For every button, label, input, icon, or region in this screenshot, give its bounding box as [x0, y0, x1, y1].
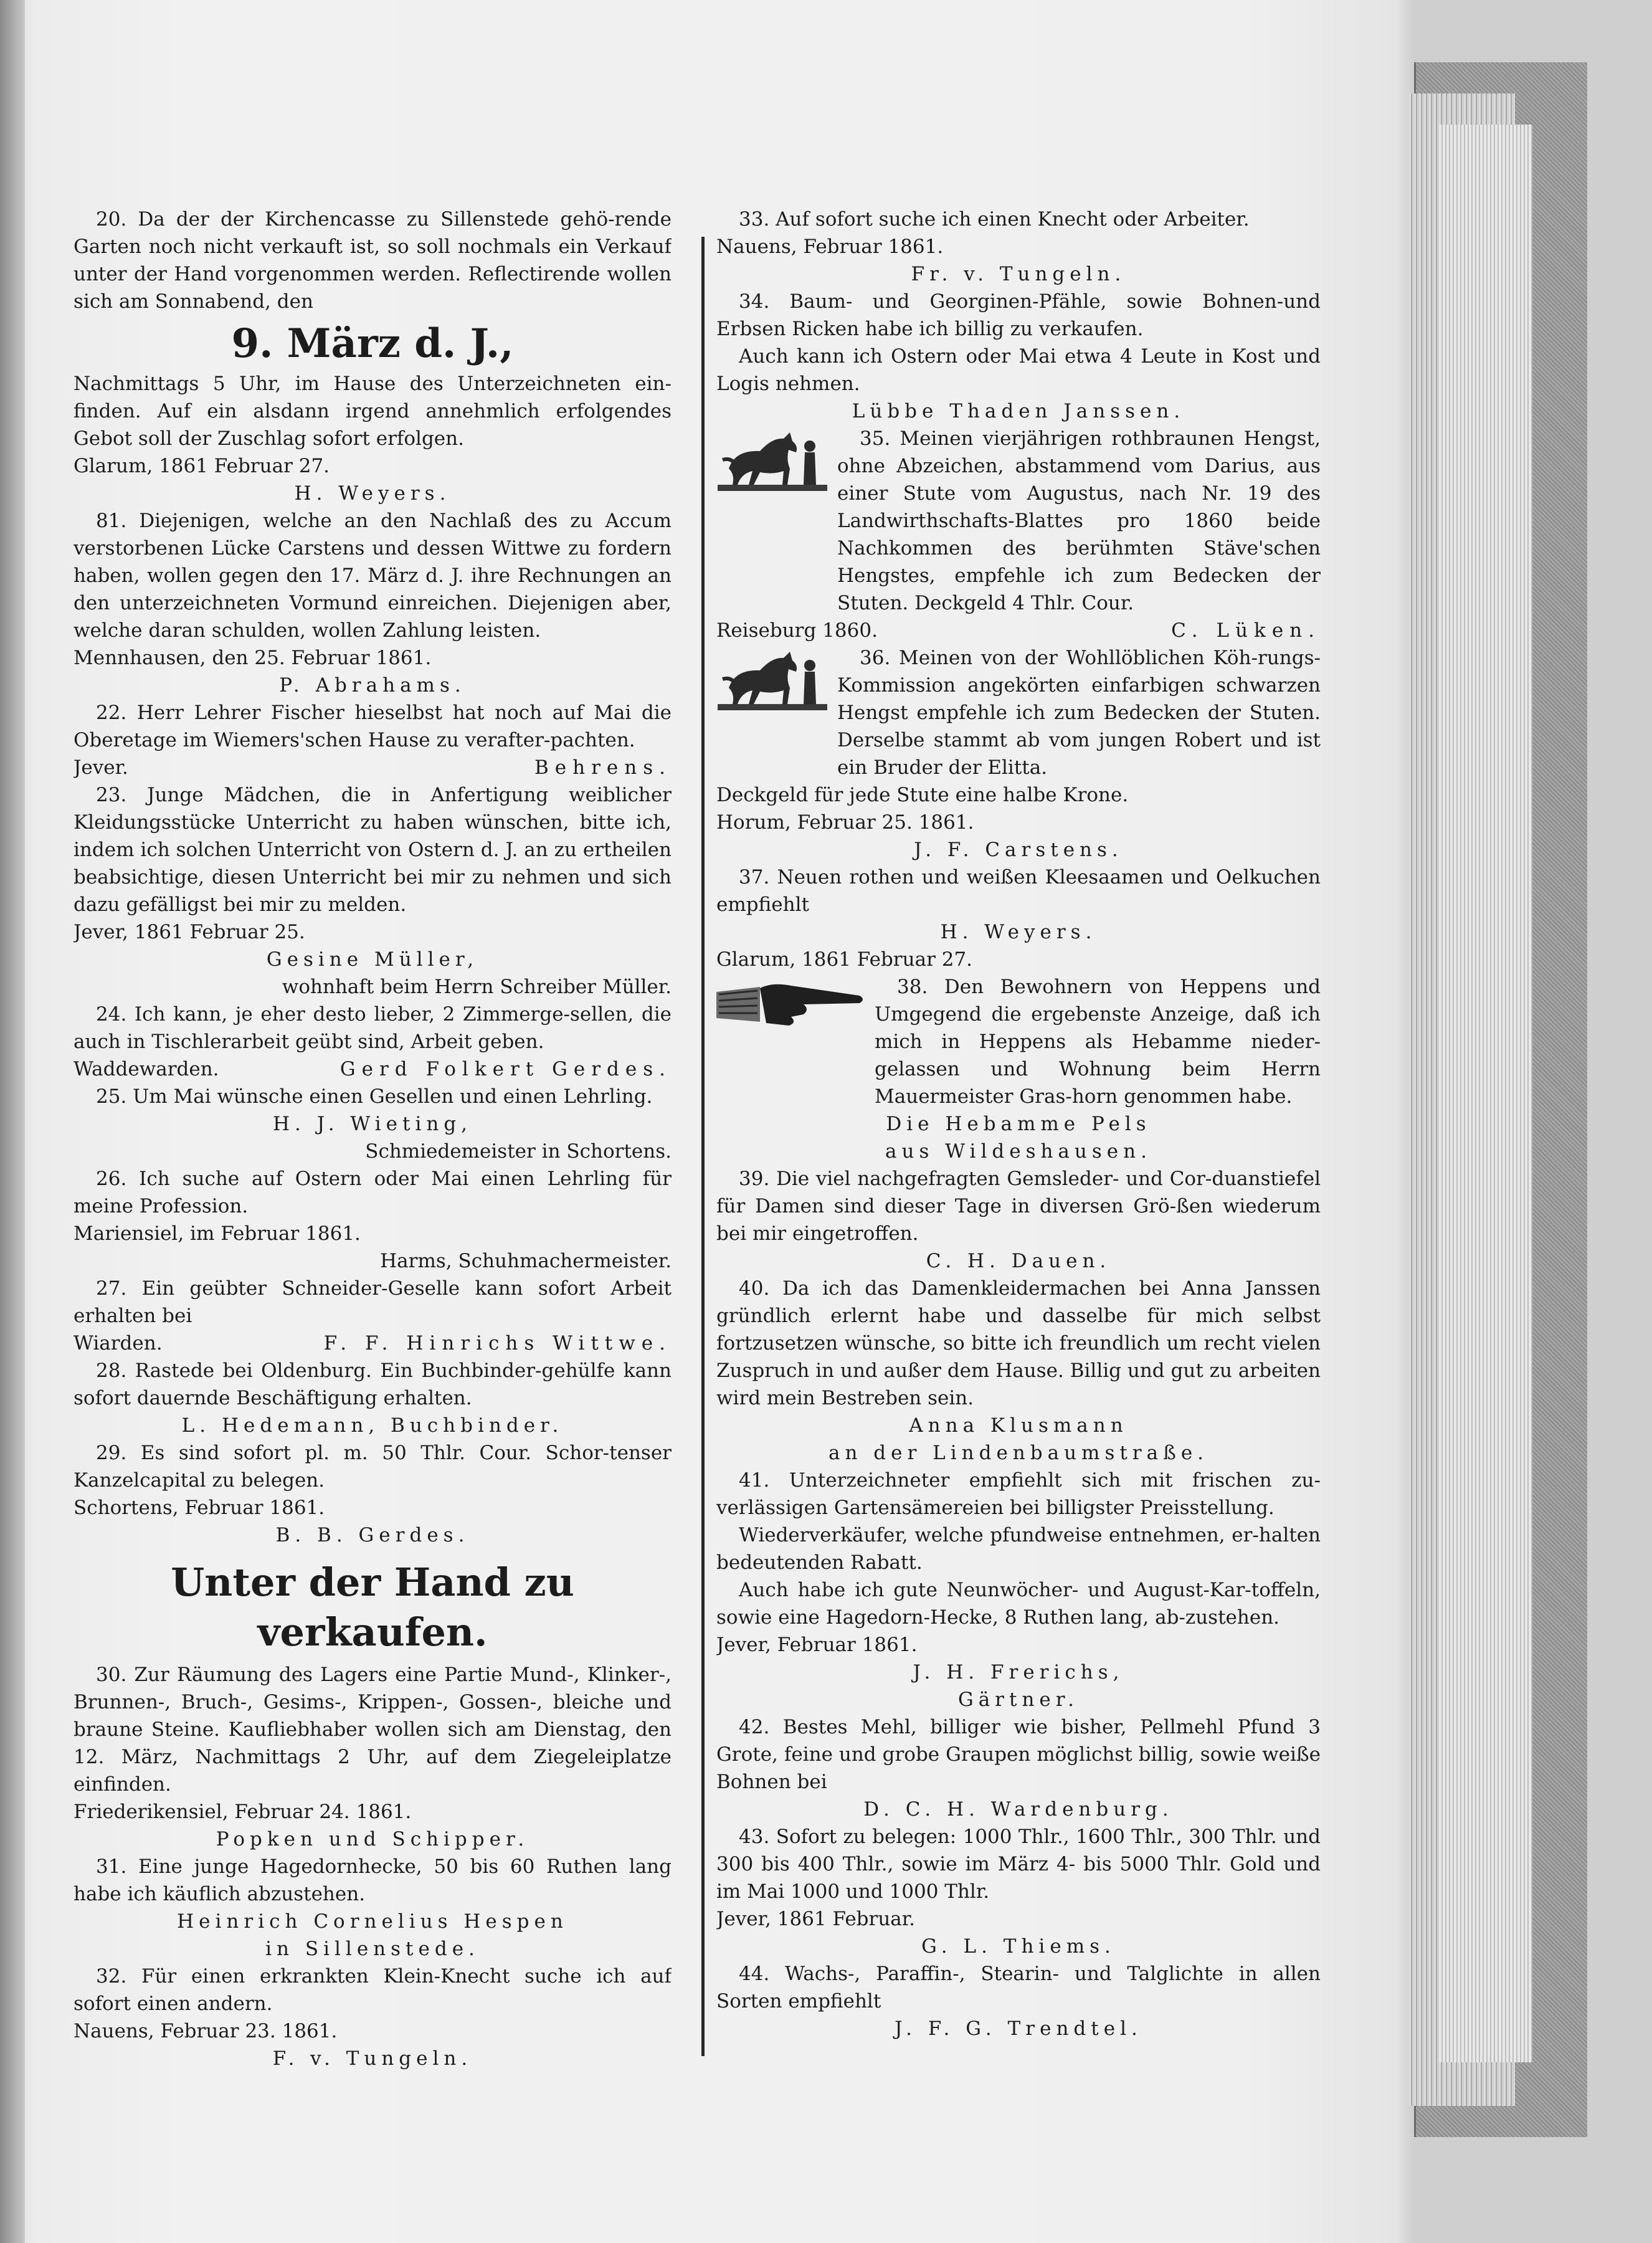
advertisement-29	[74, 1439, 672, 1549]
signature: C. H. Dauen.	[926, 1250, 1111, 1272]
horse-icon	[716, 425, 828, 507]
ad-text: Auch habe ich gute Neunwöcher- und August-Kar-toffeln, sowie eine Hagedorn-Hecke, 8 Ruthen lang, ab-zustehen.	[716, 1579, 1321, 1629]
ad-text: 31. Eine junge Hagedornhecke, 50 bis 60 Ruthen lang habe ich käuflich abzustehen.	[74, 1855, 672, 1905]
section-heading: Unter der Hand zu verkaufen.	[171, 1560, 574, 1655]
right-column	[716, 206, 1321, 2081]
ad-text: 20. Da der der Kirchencasse zu Sillenstede gehö-rende Garten noch nicht verkauft ist, so soll nochmals ein Verkauf unter der Hand vorgenommen werden. Reflectirende wollen sich am Sonnabend, den	[74, 208, 672, 313]
signature: Behrens.	[534, 756, 672, 779]
place-date: Nauens, Februar 1861.	[716, 236, 944, 258]
ad-text: 42. Bestes Mehl, billiger wie bisher, Pellmehl Pfund 3 Grote, feine und grobe Graupen möglichst billig, sowie weiße Bohnen bei	[716, 1716, 1321, 1793]
signature: Gesine Müller,	[266, 948, 479, 971]
advertisement-23	[74, 781, 672, 1001]
place-date: Schortens, Februar 1861.	[74, 1497, 325, 1519]
signature: Anna Klusmann	[909, 1414, 1128, 1437]
advertisement-35	[716, 425, 1321, 644]
advertisement-43	[716, 1823, 1321, 1960]
place-date: Mennhausen, den 25. Februar 1861.	[74, 647, 432, 669]
signature: D. C. H. Wardenburg.	[863, 1798, 1174, 1821]
place-date: Glarum, 1861 Februar 27.	[716, 948, 973, 971]
ad-text: 23. Junge Mädchen, die in Anfertigung weiblicher Kleidungsstücke Unterricht zu haben wünschen, bitte ich, indem ich solchen Unterricht von Ostern d. J. an zu ertheilen beabsichtige, diesen Unterricht bei mir zu nehmen und sich dazu gefälligst bei mir zu melden.	[74, 784, 672, 916]
place-date: Jever, 1861 Februar.	[716, 1908, 916, 1930]
signature: J. F. Carstens.	[914, 839, 1123, 861]
ad-text: 22. Herr Lehrer Fischer hieselbst hat noch auf Mai die Oberetage im Wiemers'schen Hause zu verafter-pachten.	[74, 702, 672, 751]
advertisement-27	[74, 1275, 672, 1357]
advertisement-36	[716, 644, 1321, 864]
advertisement-28	[74, 1357, 672, 1439]
advertisement-42	[716, 1713, 1321, 1823]
pointing-hand-icon	[716, 973, 866, 1043]
signature: G. L. Thiems.	[921, 1935, 1116, 1958]
signature: an der Lindenbaumstraße.	[828, 1442, 1209, 1464]
signature: in Sillenstede.	[265, 1938, 480, 1960]
signature: L. Hedemann, Buchbinder.	[181, 1414, 564, 1437]
place-date: Deckgeld für jede Stute eine halbe Krone.	[716, 784, 1129, 806]
ad-text: Wiederverkäufer, welche pfundweise entnehmen, er-halten bedeutenden Rabatt.	[716, 1524, 1321, 1574]
left-column	[74, 206, 672, 2081]
signature: P. Abrahams.	[279, 674, 466, 697]
ad-text: 28. Rastede bei Oldenburg. Ein Buchbinder-gehülfe kann sofort dauernde Beschäftigung erhalten.	[74, 1360, 672, 1409]
ad-text: 43. Sofort zu belegen: 1000 Thlr., 1600 Thlr., 300 Thlr. und 300 bis 400 Thlr., sowie im März 4- bis 5000 Thlr. Gold und im Mai 1000 und 1000 Thlr.	[716, 1826, 1321, 1903]
advertisement-34	[716, 288, 1321, 425]
ad-text: 41. Unterzeichneter empfiehlt sich mit frischen zu-verlässigen Gartensämereien bei billigster Preisstellung.	[716, 1469, 1321, 1519]
signature: Popken und Schipper.	[216, 1828, 529, 1850]
advertisement-41	[716, 1467, 1321, 1713]
horse-icon	[716, 644, 828, 726]
page-block-edge	[1439, 125, 1532, 2062]
advertisement-32	[74, 1963, 672, 2072]
signature-title: Harms, Schuhmachermeister.	[380, 1250, 672, 1272]
place-date: Jever, 1861 Februar 25.	[74, 921, 305, 943]
ad-text: 38. Den Bewohnern von Heppens und Umgegend die ergebenste Anzeige, daß ich mich in Heppens als Hebamme nieder-gelassen und Wohnung beim Herrn Mauermeister Gras-horn genommen habe.	[875, 976, 1321, 1108]
advertisement-24	[74, 1001, 672, 1083]
signature: J. F. G. Trendtel.	[895, 2017, 1142, 2040]
advertisement-22	[74, 699, 672, 781]
ad-text: 26. Ich suche auf Ostern oder Mai einen Lehrling für meine Profession.	[74, 1168, 672, 1217]
signature: Heinrich Cornelius Hespen	[177, 1910, 568, 1933]
ad-text: 32. Für einen erkrankten Klein-Knecht suche ich auf sofort einen andern.	[74, 1965, 672, 2015]
advertisement-33	[716, 206, 1321, 288]
advertisement-81	[74, 507, 672, 699]
signature: Die Hebamme Pels	[886, 1113, 1151, 1135]
signature: Gärtner.	[957, 1688, 1080, 1711]
advertisement-20	[74, 206, 672, 507]
advertisement-26	[74, 1165, 672, 1275]
place-date: Friederikensiel, Februar 24. 1861.	[74, 1801, 412, 1823]
place-name: Reiseburg 1860.	[716, 619, 878, 642]
signature: F. v. Tungeln.	[272, 2047, 473, 2070]
advertisement-31	[74, 1853, 672, 1963]
ad-text: Auch kann ich Ostern oder Mai etwa 4 Leute in Kost und Logis nehmen.	[716, 345, 1321, 395]
ad-text: 39. Die viel nachgefragten Gemsleder- und Cor-duanstiefel für Damen sind dieser Tage in diversen Grö-ßen wiederum bei mir eingetroffen.	[716, 1168, 1321, 1245]
place-date: Glarum, 1861 Februar 27.	[74, 455, 330, 477]
advertisement-38	[716, 973, 1321, 1165]
advertisement-40	[716, 1275, 1321, 1467]
signature: F. F. Hinrichs Wittwe.	[323, 1332, 672, 1355]
ad-text: 81. Diejenigen, welche an den Nachlaß des zu Accum verstorbenen Lücke Carstens und dessen Wittwe zu fordern haben, wollen gegen den 17. März d. J. ihre Rechnungen an den unterzeichneten Vormund einreichen. Diejenigen aber, welche daran schulden, wollen Zahlung leisten.	[74, 510, 672, 642]
advertisement-30	[74, 1661, 672, 1853]
place-date: Horum, Februar 25. 1861.	[716, 811, 974, 834]
signature: H. Weyers.	[294, 482, 451, 505]
ad-text: 27. Ein geübter Schneider-Geselle kann sofort Arbeit erhalten bei	[74, 1277, 672, 1327]
ad-text: 34. Baum- und Georginen-Pfähle, sowie Bohnen-und Erbsen Ricken habe ich billig zu verkaufen.	[716, 290, 1321, 340]
section-heading-block	[74, 1558, 672, 1657]
place-and-signature	[74, 1055, 672, 1083]
ad-text: 40. Da ich das Damenkleidermachen bei Anna Janssen gründlich erlernt habe und dasselbe für mich selbst fortzusetzen wünsche, so bitte ich freundlich um recht vielen Zuspruch in und außer dem Hause. Billig und gut zu arbeiten wird mein Bestreben sein.	[716, 1277, 1321, 1409]
signature: Lübbe Thaden Janssen.	[852, 400, 1185, 422]
place-and-signature	[74, 1330, 672, 1357]
column-rule	[701, 237, 705, 2056]
event-date: 9. März d. J.,	[231, 320, 514, 367]
place-date: Nauens, Februar 23. 1861.	[74, 2020, 338, 2042]
ad-text: 29. Es sind sofort pl. m. 50 Thlr. Cour. Schor-tenser Kanzelcapital zu belegen.	[74, 1442, 672, 1492]
advertisement-44	[716, 1960, 1321, 2042]
advertisement-37	[716, 864, 1321, 973]
signature: Gerd Folkert Gerdes.	[339, 1058, 672, 1080]
place-date: Mariensiel, im Februar 1861.	[74, 1222, 361, 1245]
signature-title: wohnhaft beim Herrn Schreiber Müller.	[282, 976, 672, 998]
advertisement-39	[716, 1165, 1321, 1275]
ad-text: 30. Zur Räumung des Lagers eine Partie Mund-, Klinker-, Brunnen-, Bruch-, Gesims-, Krippen-, Gossen-, bleiche und braune Steine. Kaufliebhaber wollen sich am Dienstag, den 12. März, Nachmittags 2 Uhr, auf dem Ziegeleiplatze einfinden.	[74, 1664, 672, 1796]
signature: J. H. Frerichs,	[913, 1661, 1124, 1683]
ad-text: 35. Meinen vierjährigen rothbraunen Hengst, ohne Abzeichen, abstammend vom Darius, aus einer Stute vom Augustus, nach Nr. 19 des Landwirthschafts-Blattes pro 1860 beide Nachkommen des berühmten Stäve'schen Hengstes, empfehle ich zum Bedecken der Stuten. Deckgeld 4 Thlr. Cour.	[837, 427, 1321, 614]
place-name: Wiarden.	[74, 1332, 163, 1355]
ad-text: 25. Um Mai wünsche einen Gesellen und einen Lehrling.	[96, 1085, 653, 1108]
advertisement-25	[74, 1083, 672, 1165]
signature: aus Wildeshausen.	[885, 1140, 1152, 1163]
signature-title: Schmiedemeister in Schortens.	[365, 1140, 672, 1163]
book-gutter	[0, 0, 25, 2243]
ad-text: 33. Auf sofort suche ich einen Knecht oder Arbeiter.	[739, 208, 1250, 231]
place-and-signature	[716, 617, 1321, 644]
ad-text: 24. Ich kann, je eher desto lieber, 2 Zimmerge-sellen, die auch in Tischlerarbeit geübt sind, Arbeit geben.	[74, 1003, 672, 1053]
ad-text: 36. Meinen von der Wohllöblichen Köh-rungs-Kommission angekörten einfarbigen schwarzen Hengst empfehle ich zum Bedecken der Stuten. Derselbe stammt ab vom jungen Robert und ist ein Bruder der Elitta.	[837, 647, 1321, 779]
signature: H. J. Wieting,	[272, 1113, 473, 1135]
ad-text: Nachmittags 5 Uhr, im Hause des Unterzeichneten ein-finden. Auf ein alsdann irgend annehmlich erfolgendes Gebot soll der Zuschlag sofort erfolgen.	[74, 373, 672, 450]
place-name: Waddewarden.	[74, 1058, 219, 1080]
signature: Fr. v. Tungeln.	[911, 263, 1126, 285]
place-name: Jever.	[74, 756, 128, 779]
signature: B. B. Gerdes.	[275, 1524, 470, 1546]
ad-text: 37. Neuen rothen und weißen Kleesaamen und Oelkuchen empfiehlt	[716, 866, 1321, 916]
ad-text: 44. Wachs-, Paraffin-, Stearin- und Talglichte in allen Sorten empfiehlt	[716, 1963, 1321, 2012]
footer-imprint	[74, 2085, 609, 2103]
place-date: Jever, Februar 1861.	[716, 1634, 918, 1656]
place-and-signature	[74, 754, 672, 781]
signature: C. Lüken.	[1171, 619, 1321, 642]
signature: H. Weyers.	[940, 921, 1097, 943]
